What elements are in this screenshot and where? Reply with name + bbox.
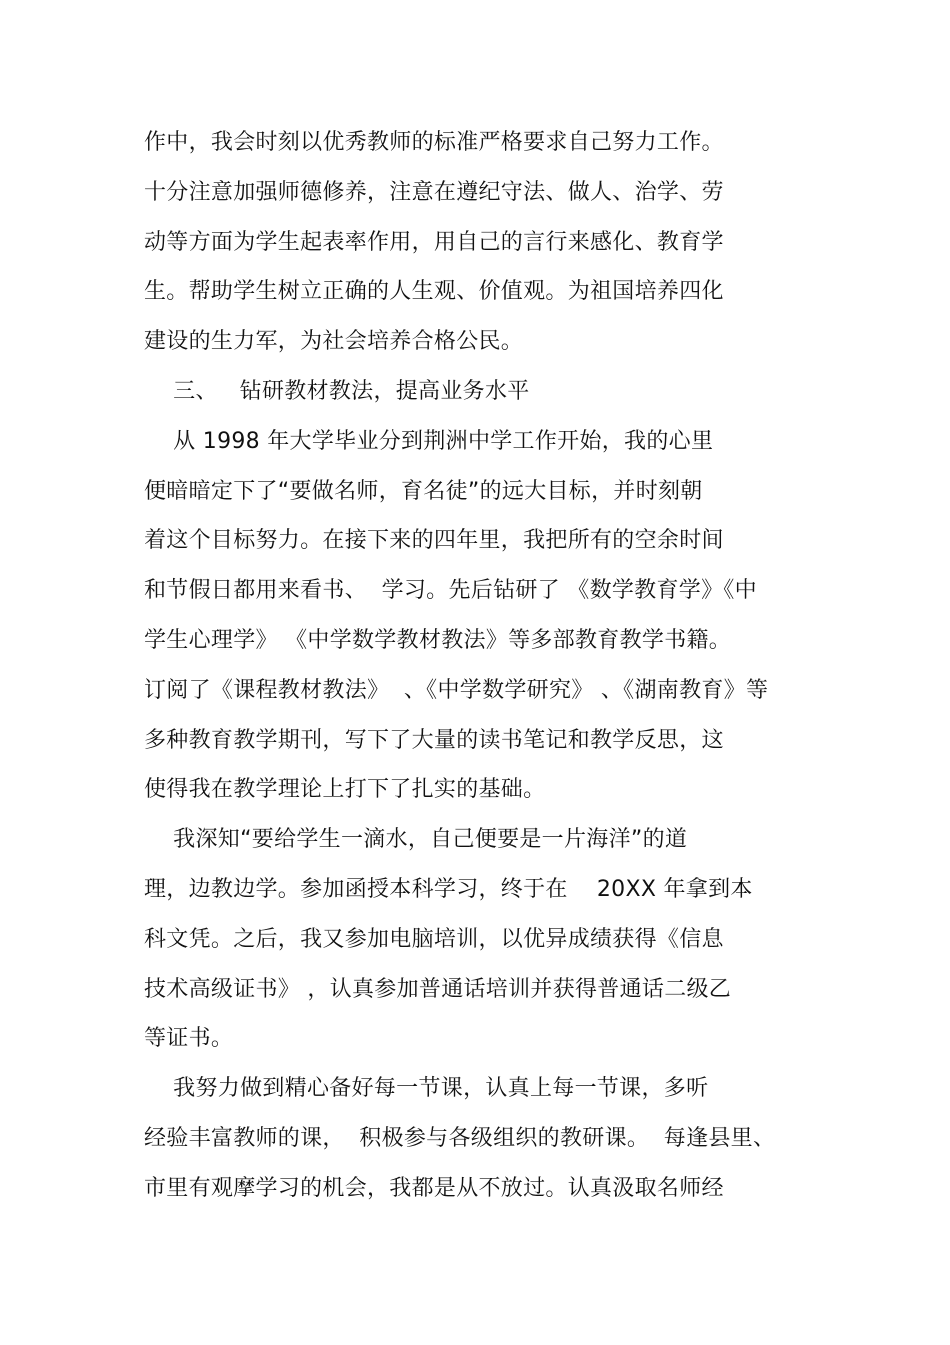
text-line: 我努力做到精心备好每一节课，认真上每一节课，多听 <box>144 1076 709 1101</box>
text-line: 科文凭。之后，我又参加电脑培训，以优异成绩获得《信息 <box>144 927 724 952</box>
text-line: 我深知“要给学生一滴水，自己便要是一片海洋”的道 <box>144 827 688 852</box>
text-line: 动等方面为学生起表率作用，用自己的言行来感化、教育学 <box>144 230 724 255</box>
section-heading: 三、 钻研教材教法，提高业务水平 <box>144 379 530 404</box>
text-line: 市里有观摩学习的机会，我都是从不放过。认真汲取名师经 <box>144 1176 724 1201</box>
text-line: 作中，我会时刻以优秀教师的标准严格要求自己努力工作。 <box>144 130 724 155</box>
text-line: 多种教育教学期刊，写下了大量的读书笔记和教学反思，这 <box>144 728 724 753</box>
text-line: 技术高级证书》 ，认真参加普通话培训并获得普通话二级乙 <box>144 977 732 1002</box>
text-line: 建设的生力军，为社会培养合格公民。 <box>144 329 524 354</box>
text-line: 经验丰富教师的课， 积极参与各级组织的教研课。 每逢县里、 <box>144 1126 776 1151</box>
text-line: 从 1998 年大学毕业分到荆洲中学工作开始，我的心里 <box>144 429 714 454</box>
text-line: 着这个目标努力。在接下来的四年里，我把所有的空余时间 <box>144 528 724 553</box>
text-line: 订阅了《课程教材教法》 、《中学数学研究》 、《湖南教育》等 <box>144 678 769 703</box>
text-line: 使得我在教学理论上打下了扎实的基础。 <box>144 777 546 802</box>
text-line: 学生心理学》 《中学数学教材教法》等多部教育教学书籍。 <box>144 628 732 653</box>
text-line: 理，边教边学。参加函授本科学习，终于在 20XX 年拿到本 <box>144 877 753 902</box>
text-line: 和节假日都用来看书、 学习。先后钻研了 《数学教育学》《中 <box>144 578 757 603</box>
text-line: 便暗暗定下了“要做名师，育名徒”的远大目标，并时刻朝 <box>144 479 703 504</box>
text-line: 十分注意加强师德修养，注意在遵纪守法、做人、治学、劳 <box>144 180 724 205</box>
text-line: 生。帮助学生树立正确的人生观、价值观。为祖国培养四化 <box>144 279 724 304</box>
text-line: 等证书。 <box>144 1026 234 1051</box>
